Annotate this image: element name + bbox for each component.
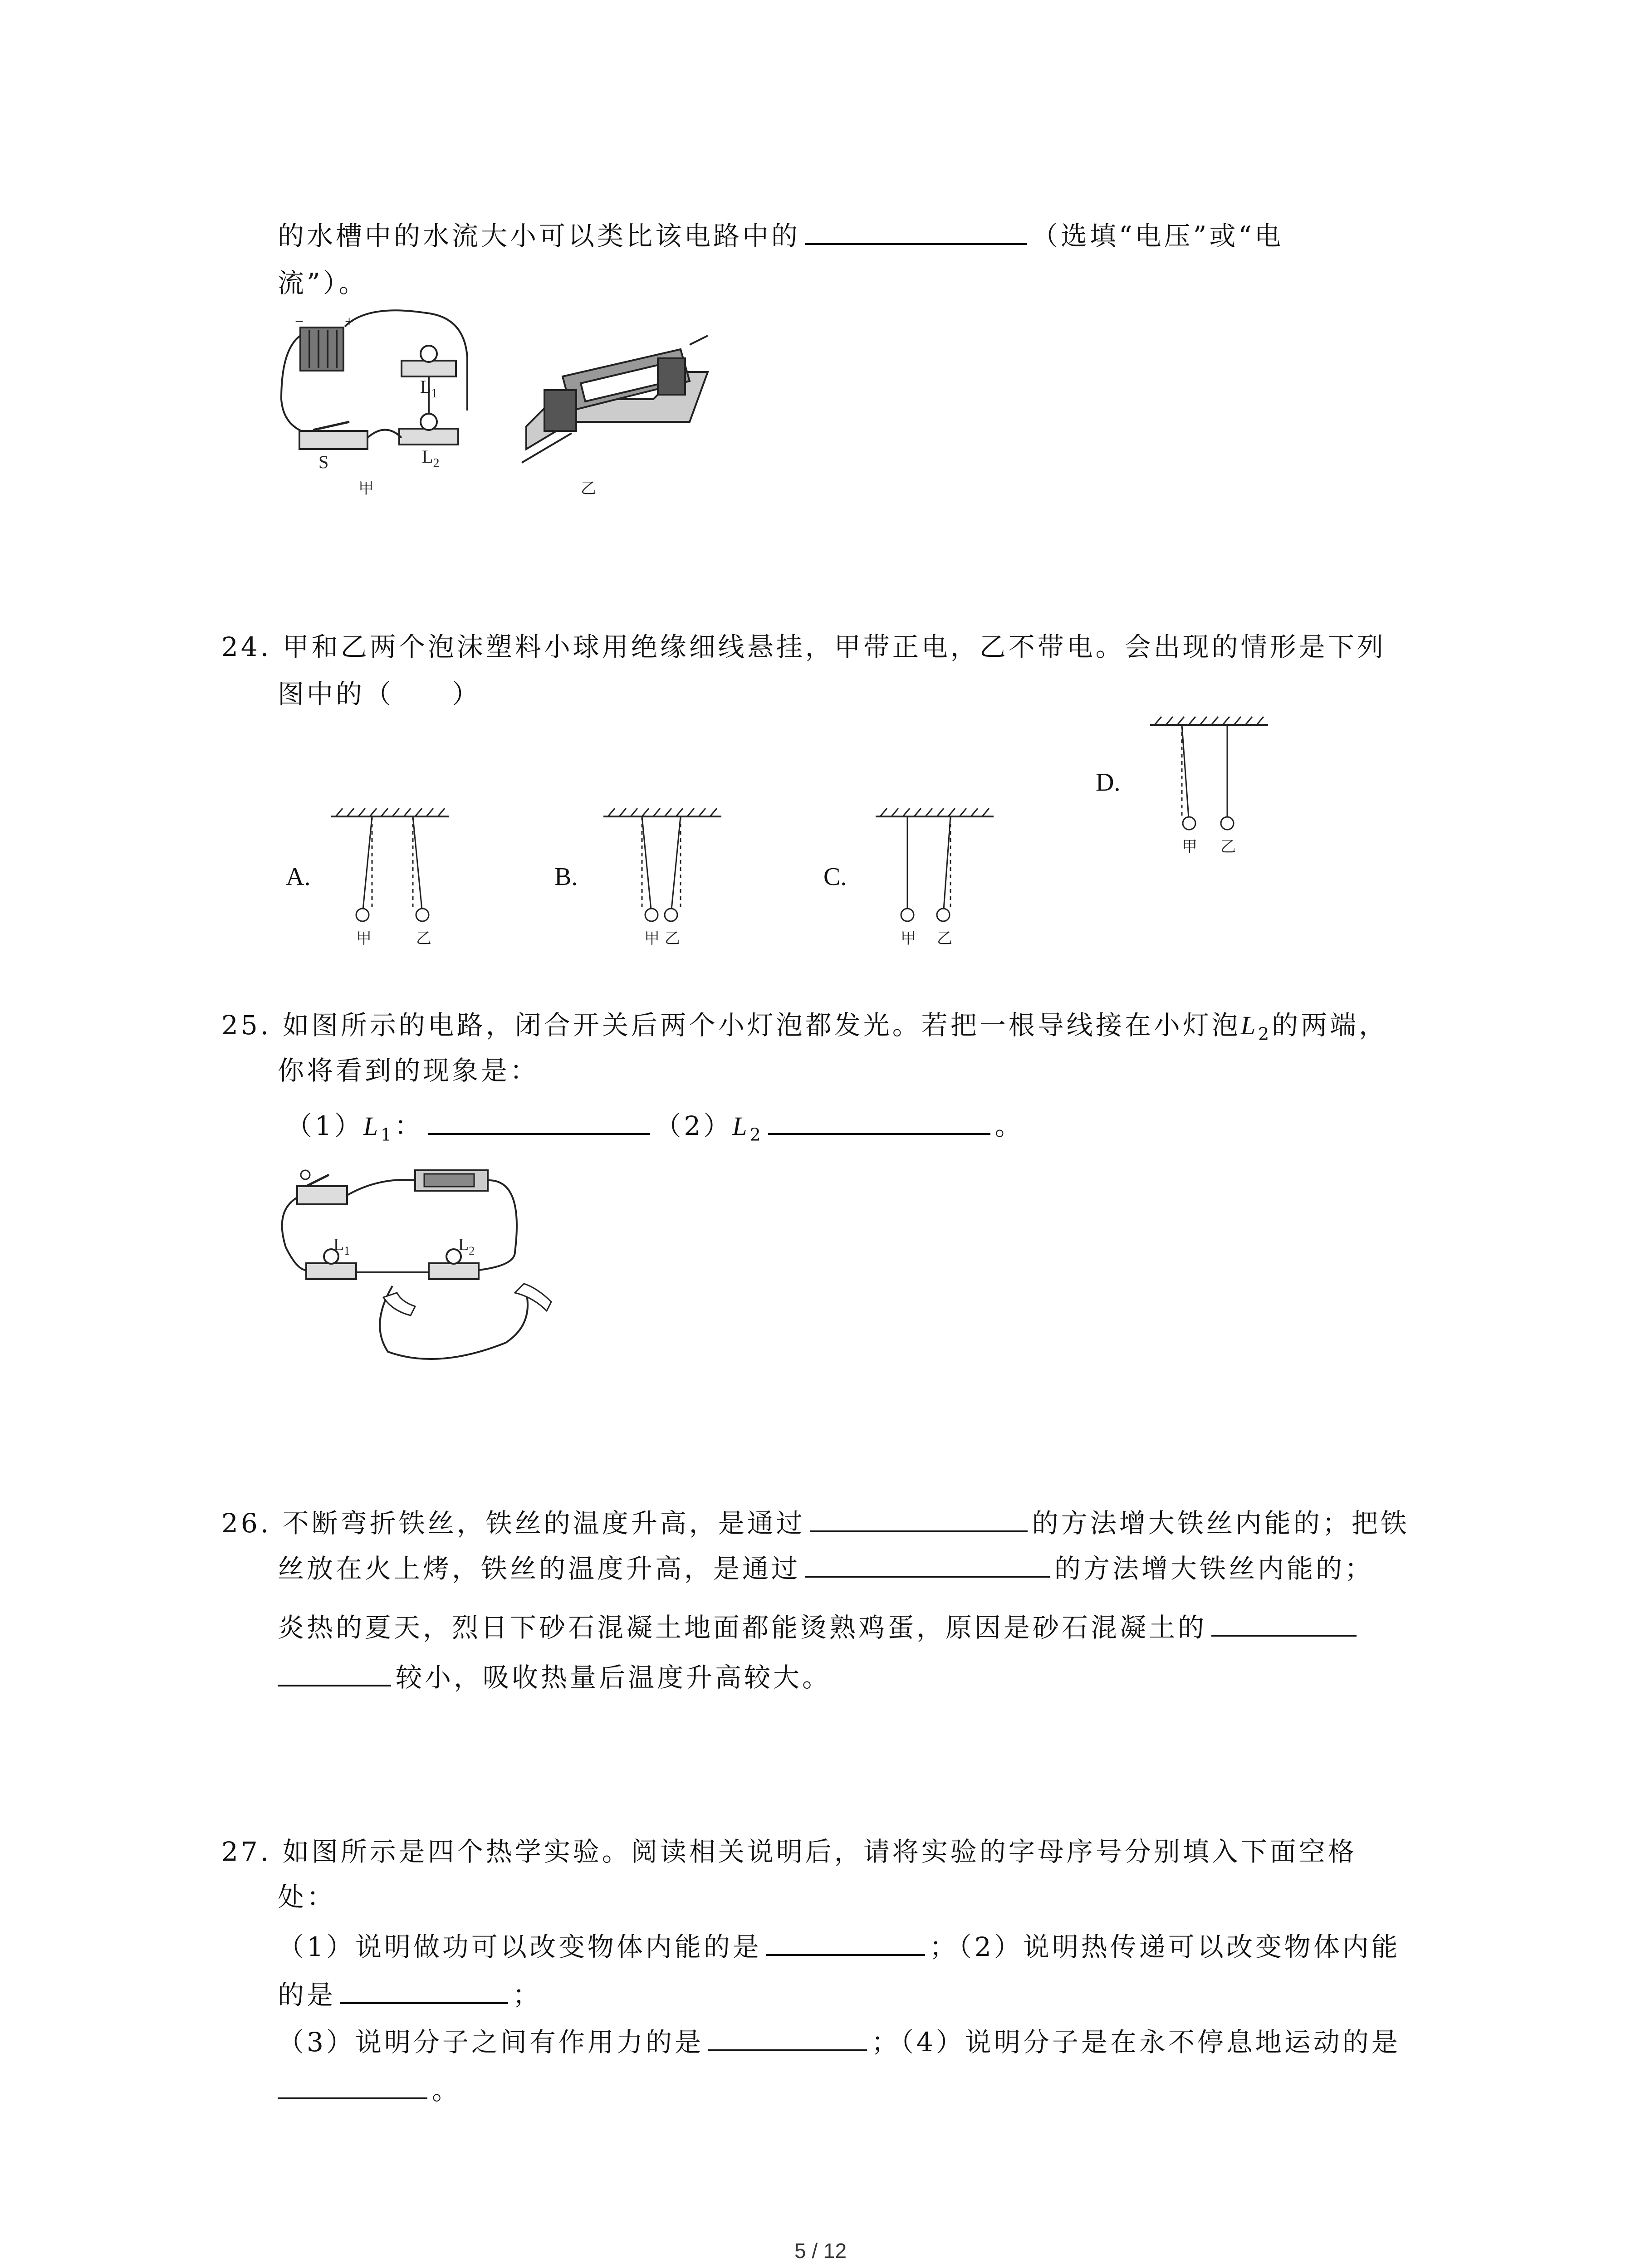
ball-yi-label: 乙	[1220, 838, 1236, 856]
q27-answer-blank-4[interactable]	[278, 2071, 427, 2099]
q24-option-b-figure[interactable]	[603, 807, 740, 953]
q26-line-1: 26. 不断弯折铁丝，铁丝的温度升高，是通过 的方法增大铁丝内能的；把铁	[221, 1504, 1410, 1541]
ball-jia-label: 甲	[1182, 838, 1197, 856]
q24-option-c-figure[interactable]	[876, 807, 1012, 953]
q24-option-d-label[interactable]: D.	[1096, 768, 1121, 797]
q24-option-d-figure[interactable]	[1150, 716, 1286, 861]
q23-line-2: 流”）。	[278, 268, 368, 298]
q26-answer-blank-3[interactable]	[1211, 1608, 1357, 1637]
fig-l2-label: $L_2$	[422, 446, 440, 470]
jumper-wire	[380, 1286, 528, 1359]
switch-icon	[299, 431, 367, 449]
ball-yi-label: 乙	[416, 929, 431, 948]
q23-figure-circuit	[277, 308, 495, 499]
fig-l2-label: $L_2$	[458, 1235, 475, 1257]
fig-caption-jia: 甲	[358, 479, 374, 498]
q27-answer-blank-3[interactable]	[708, 2023, 867, 2051]
fig-l1-label: $L_1$	[333, 1235, 350, 1257]
ball-jia-label: 甲	[644, 929, 660, 948]
bulb-l1-icon	[306, 1263, 356, 1279]
q27-line-1: 27. 如图所示是四个热学实验。阅读相关说明后，请将实验的字母序号分别填入下面空格	[221, 1836, 1357, 1867]
q26-line-2: 丝放在火上烤，铁丝的温度升高，是通过 的方法增大铁丝内能的；	[278, 1549, 1374, 1587]
q25-line-3: $(1)L_1$： $(2)L_2$ 。	[286, 1107, 1024, 1153]
fig-caption-yi: 乙	[581, 479, 596, 498]
switch-icon	[297, 1186, 347, 1204]
q27-line-3: （1）说明做功可以改变物体内能的是 ；（2）说明热传递可以改变物体内能	[278, 1928, 1401, 1965]
q25-figure-circuit	[279, 1161, 569, 1361]
q26-line-4: 较小，吸收热量后温度升高较大。	[278, 1658, 831, 1696]
q26-answer-blank-1[interactable]	[810, 1504, 1028, 1532]
q27-line-4: 的是 ；	[278, 1976, 542, 2013]
bulb-l1-icon	[402, 361, 456, 376]
q27-answer-blank-2[interactable]	[340, 1976, 508, 2004]
q24-option-c-label[interactable]: C.	[823, 863, 847, 891]
q26-answer-blank-3-cont[interactable]	[278, 1658, 391, 1686]
q23-line-1: 的水槽中的水流大小可以类比该电路中的 （选填“电压”或“电	[278, 217, 1283, 254]
ball-yi-label: 乙	[937, 929, 952, 948]
q25-answer-blank-2[interactable]	[768, 1107, 990, 1135]
q24-line-1: 24. 甲和乙两个泡沫塑料小球用绝缘细线悬挂，甲带正电，乙不带电。会出现的情形是下列	[221, 631, 1386, 662]
q27-line-6: 。	[278, 2071, 461, 2108]
fig-l1-label: $L_1$	[420, 376, 438, 401]
page-number: 5 / 12	[794, 2239, 847, 2263]
q25-answer-blank-1[interactable]	[428, 1107, 650, 1135]
hand-right-icon	[515, 1284, 551, 1311]
q24-line-2: 图中的（ ）	[278, 679, 481, 709]
ball-jia-label: 甲	[901, 929, 916, 948]
ball-jia-label: 甲	[356, 929, 372, 948]
fig-s-label: S	[318, 452, 329, 472]
q25-line-1: 25. 如图所示的电路，闭合开关后两个小灯泡都发光。若把一根导线接在小灯泡$L_2$的两端，	[221, 1010, 1388, 1044]
q27-answer-blank-1[interactable]	[766, 1928, 925, 1956]
bulb-l2-icon	[399, 429, 458, 445]
q23-answer-blank[interactable]	[805, 217, 1027, 245]
q24-option-a-label[interactable]: A.	[286, 863, 311, 891]
hand-left-icon	[383, 1293, 415, 1315]
q25-line-2: 你将看到的现象是：	[278, 1055, 539, 1086]
plus-label: +	[345, 313, 354, 330]
minus-label: −	[295, 313, 304, 330]
q24-option-a-figure[interactable]	[331, 807, 467, 953]
q23-figure-water-channel	[517, 331, 708, 499]
ball-yi-label: 乙	[665, 929, 680, 948]
q27-line-2: 处：	[278, 1882, 336, 1912]
q24-option-b-label[interactable]: B.	[554, 863, 578, 891]
q26-answer-blank-2[interactable]	[805, 1549, 1050, 1578]
bulb-l2-icon	[429, 1263, 479, 1279]
q26-line-3: 炎热的夏天，烈日下砂石混凝土地面都能烫熟鸡蛋，原因是砂石混凝土的	[278, 1608, 1361, 1646]
q27-line-5: （3）说明分子之间有作用力的是 ；（4）说明分子是在永不停息地运动的是	[278, 2023, 1401, 2060]
